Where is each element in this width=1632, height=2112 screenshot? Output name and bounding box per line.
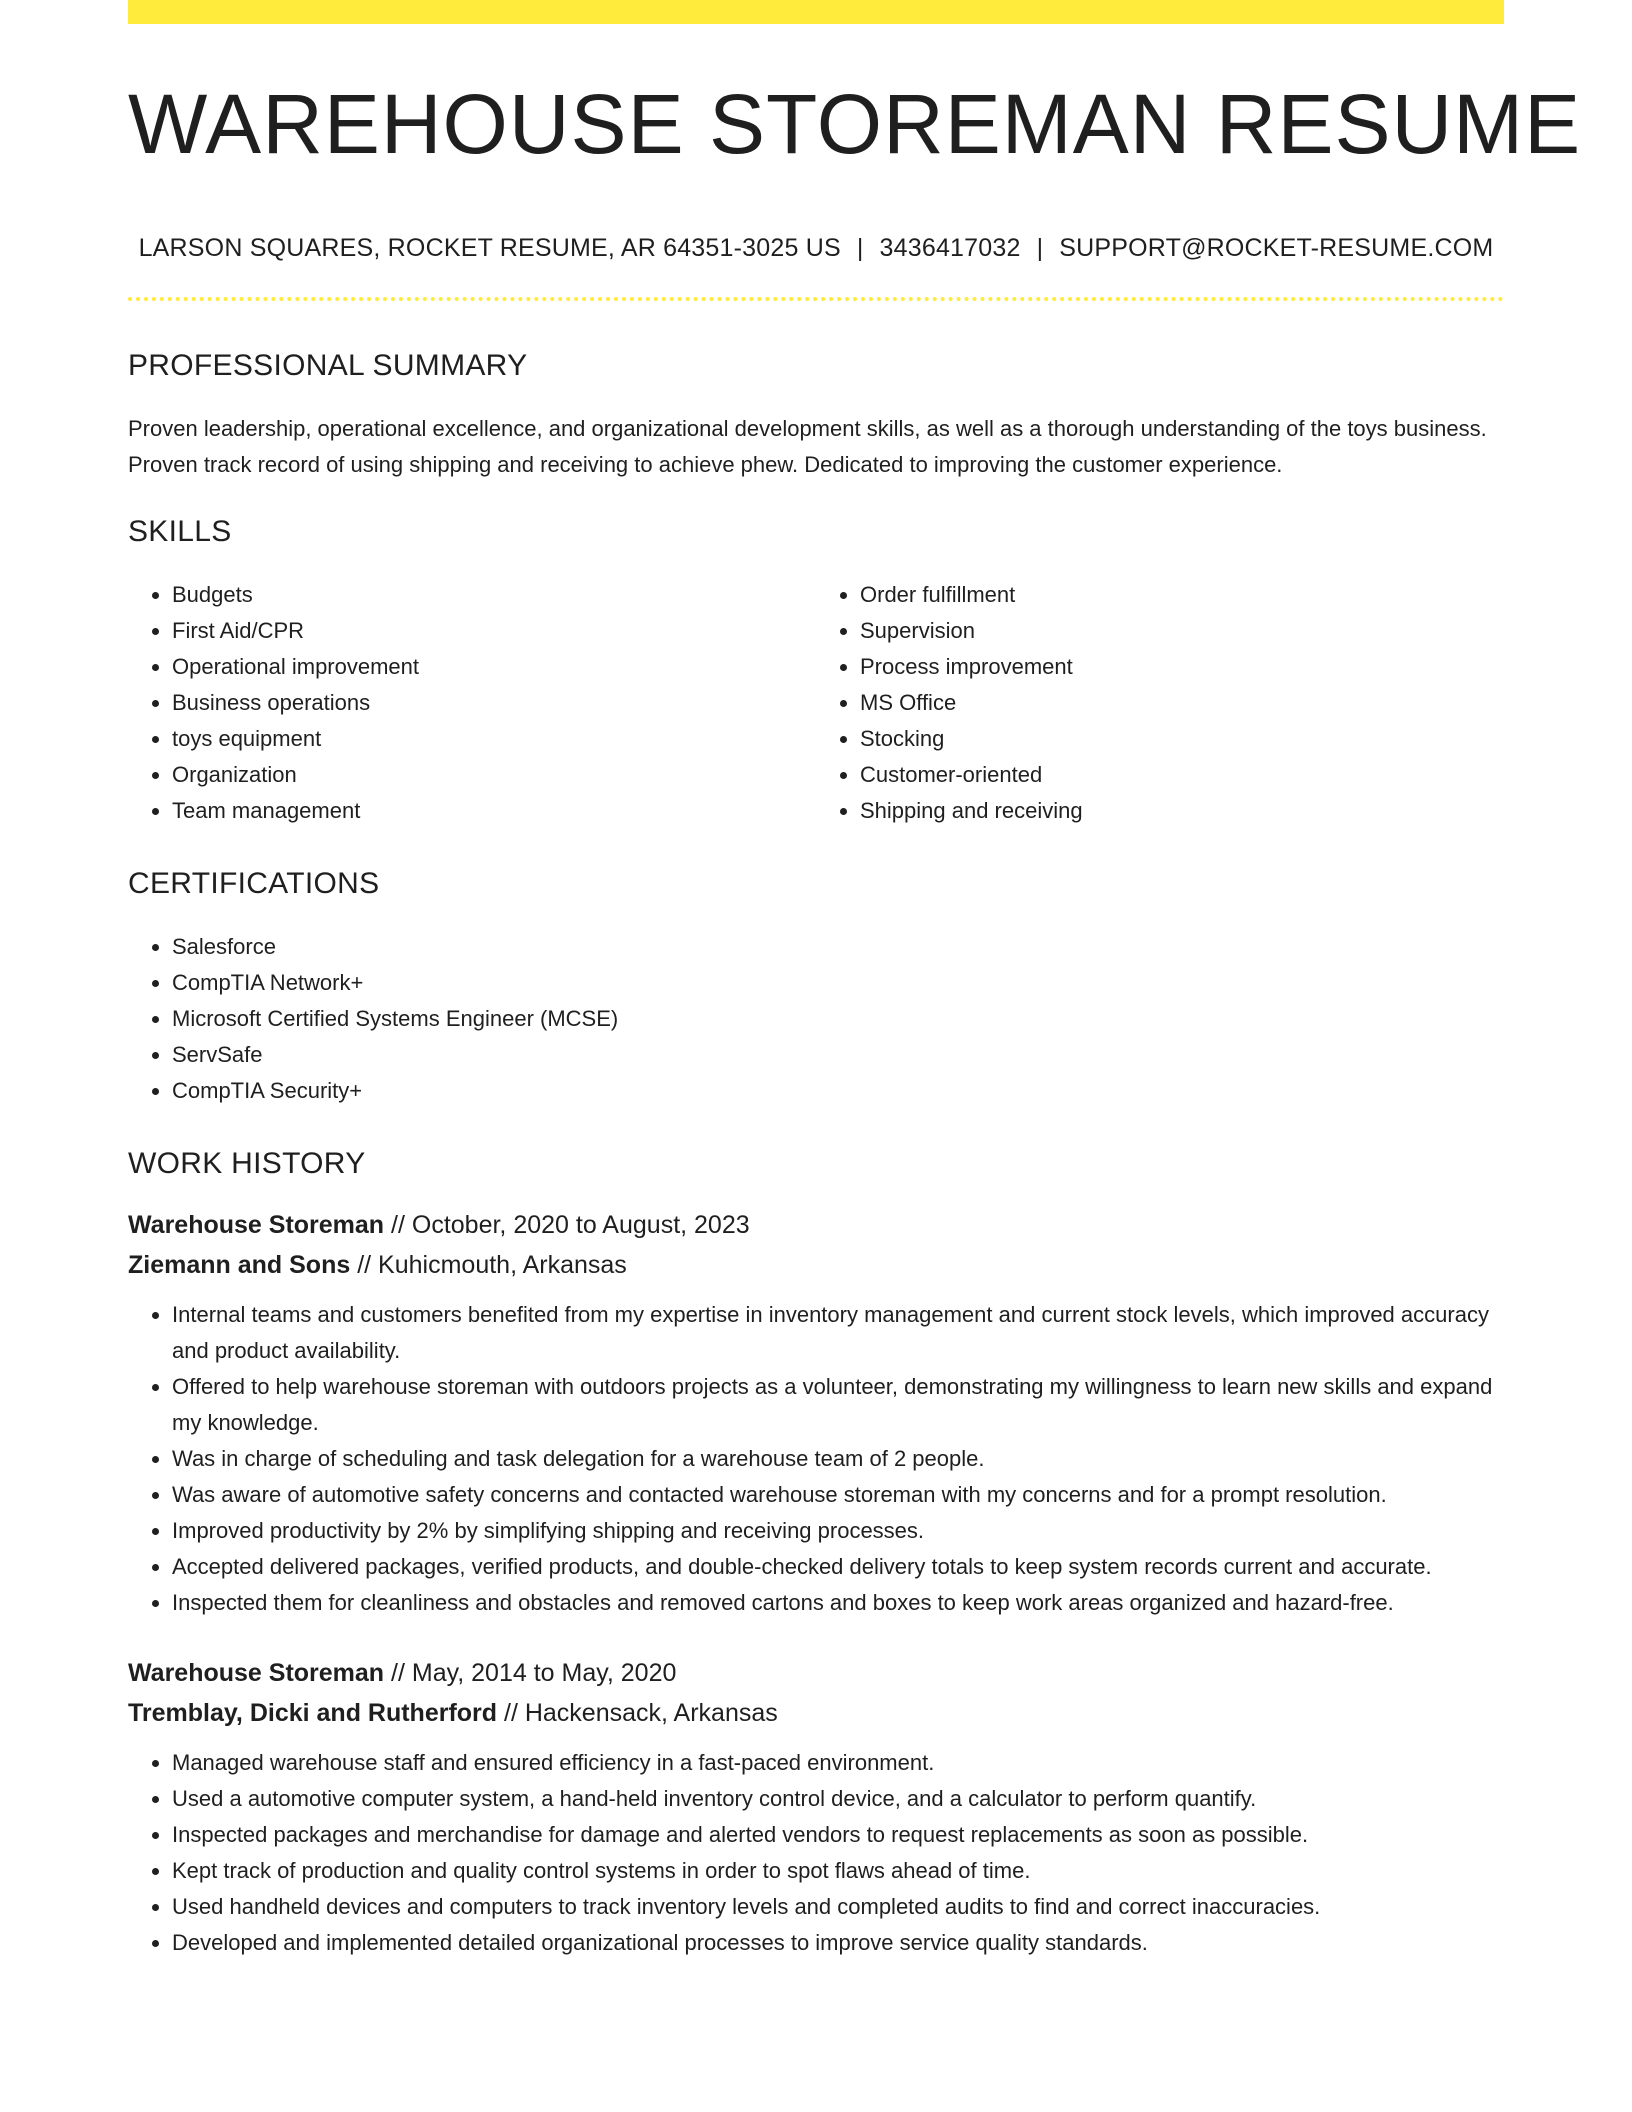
job-company: Ziemann and Sons (128, 1251, 351, 1279)
list-item: • Customer-oriented (860, 757, 1504, 793)
list-item: • Used a automotive computer system, a hand-held inventory control device, and a calculator to perform quantify. (172, 1781, 1504, 1817)
list-item: • Inspected them for cleanliness and obstacles and removed cartons and boxes to keep work areas organized and hazard-free. (172, 1585, 1504, 1621)
list-item: • Kept track of production and quality control systems in order to spot flaws ahead of time. (172, 1853, 1504, 1889)
list-item: • First Aid/CPR (172, 613, 816, 649)
certifications-list (128, 929, 1504, 1109)
list-item: • CompTIA Network+ (172, 965, 1504, 1001)
section-heading: PROFESSIONAL SUMMARY (128, 349, 528, 382)
certifications-section (128, 869, 1504, 1109)
professional-summary-section (128, 351, 1504, 483)
list-item: • Developed and implemented detailed organizational processes to improve service quality standards. (172, 1925, 1504, 1961)
list-item: • Internal teams and customers benefited from my expertise in inventory management and current stock levels, which improved accuracy and product availability. (172, 1297, 1504, 1369)
list-item: • Was aware of automotive safety concerns and contacted warehouse storeman with my concerns and for a prompt resolution. (172, 1477, 1504, 1513)
list-item: • Process improvement (860, 649, 1504, 685)
resume-title: WAREHOUSE STOREMAN RESUME (128, 77, 1582, 171)
skills-list-right (816, 577, 1504, 829)
contact-email[interactable]: SUPPORT@ROCKET-RESUME.COM (1059, 234, 1494, 262)
list-item: • Microsoft Certified Systems Engineer (MCSE) (172, 1001, 1504, 1037)
resume-page (128, 0, 1582, 1961)
list-item: • CompTIA Security+ (172, 1073, 1504, 1109)
job-location: // Kuhicmouth, Arkansas (357, 1251, 627, 1279)
job-dates: // October, 2020 to August, 2023 (391, 1211, 750, 1239)
list-item: • toys equipment (172, 721, 816, 757)
job-entry (128, 1205, 1504, 1621)
list-item: • Offered to help warehouse storeman with outdoors projects as a volunteer, demonstrating my willingness to learn new skills and expand my knowledge. (172, 1369, 1504, 1441)
list-item: • Operational improvement (172, 649, 816, 685)
contact-separator: | (1036, 234, 1044, 262)
list-item: • Business operations (172, 685, 816, 721)
job-bullets (128, 1297, 1504, 1621)
list-item: • MS Office (860, 685, 1504, 721)
job-entry (128, 1653, 1504, 1961)
work-history-section (128, 1149, 1504, 1961)
list-item: • Stocking (860, 721, 1504, 757)
list-item: • Order fulfillment (860, 577, 1504, 613)
list-item: • Organization (172, 757, 816, 793)
list-item: • Accepted delivered packages, verified products, and double-checked delivery totals to keep system records current and accurate. (172, 1549, 1504, 1585)
list-item: • Supervision (860, 613, 1504, 649)
list-item: • Budgets (172, 577, 816, 613)
job-company-line (128, 1245, 1504, 1285)
job-company-line (128, 1693, 1504, 1733)
list-item: • Improved productivity by 2% by simplifying shipping and receiving processes. (172, 1513, 1504, 1549)
list-item: • Was in charge of scheduling and task delegation for a warehouse team of 2 people. (172, 1441, 1504, 1477)
list-item: • Managed warehouse staff and ensured efficiency in a fast-paced environment. (172, 1745, 1504, 1781)
list-item: • Salesforce (172, 929, 1504, 965)
summary-text: Proven leadership, operational excellence, and organizational development skills, as well as a thorough understanding of the toys business. Proven track record of using shipping and receiving to achieve phew. Dedicated to improving the customer experience. (128, 416, 1487, 477)
list-item: • Used handheld devices and computers to track inventory levels and completed audits to find and correct inaccuracies. (172, 1889, 1504, 1925)
contact-address: LARSON SQUARES, ROCKET RESUME, AR 64351-3025 US (138, 234, 841, 262)
contact-separator: | (856, 234, 864, 262)
job-dates: // May, 2014 to May, 2020 (391, 1659, 677, 1687)
section-heading: CERTIFICATIONS (128, 867, 380, 900)
skills-grid (128, 577, 1504, 829)
contact-phone: 3436417032 (879, 234, 1021, 262)
job-bullets (128, 1745, 1504, 1961)
list-item: • Shipping and receiving (860, 793, 1504, 829)
top-accent-bar (128, 0, 1504, 24)
job-title: Warehouse Storeman (128, 1211, 385, 1239)
list-item: • ServSafe (172, 1037, 1504, 1073)
job-title: Warehouse Storeman (128, 1659, 385, 1687)
job-company: Tremblay, Dicki and Rutherford (128, 1699, 498, 1727)
skills-section (128, 517, 1504, 829)
section-heading: WORK HISTORY (128, 1147, 366, 1180)
job-title-line (128, 1205, 1504, 1245)
job-location: // Hackensack, Arkansas (504, 1699, 778, 1727)
dotted-divider (128, 297, 1504, 301)
job-title-line (128, 1653, 1504, 1693)
list-item: • Team management (172, 793, 816, 829)
section-heading: SKILLS (128, 515, 232, 548)
skills-list-left (128, 577, 816, 829)
list-item: • Inspected packages and merchandise for damage and alerted vendors to request replacements as soon as possible. (172, 1817, 1504, 1853)
contact-line (128, 236, 1504, 261)
